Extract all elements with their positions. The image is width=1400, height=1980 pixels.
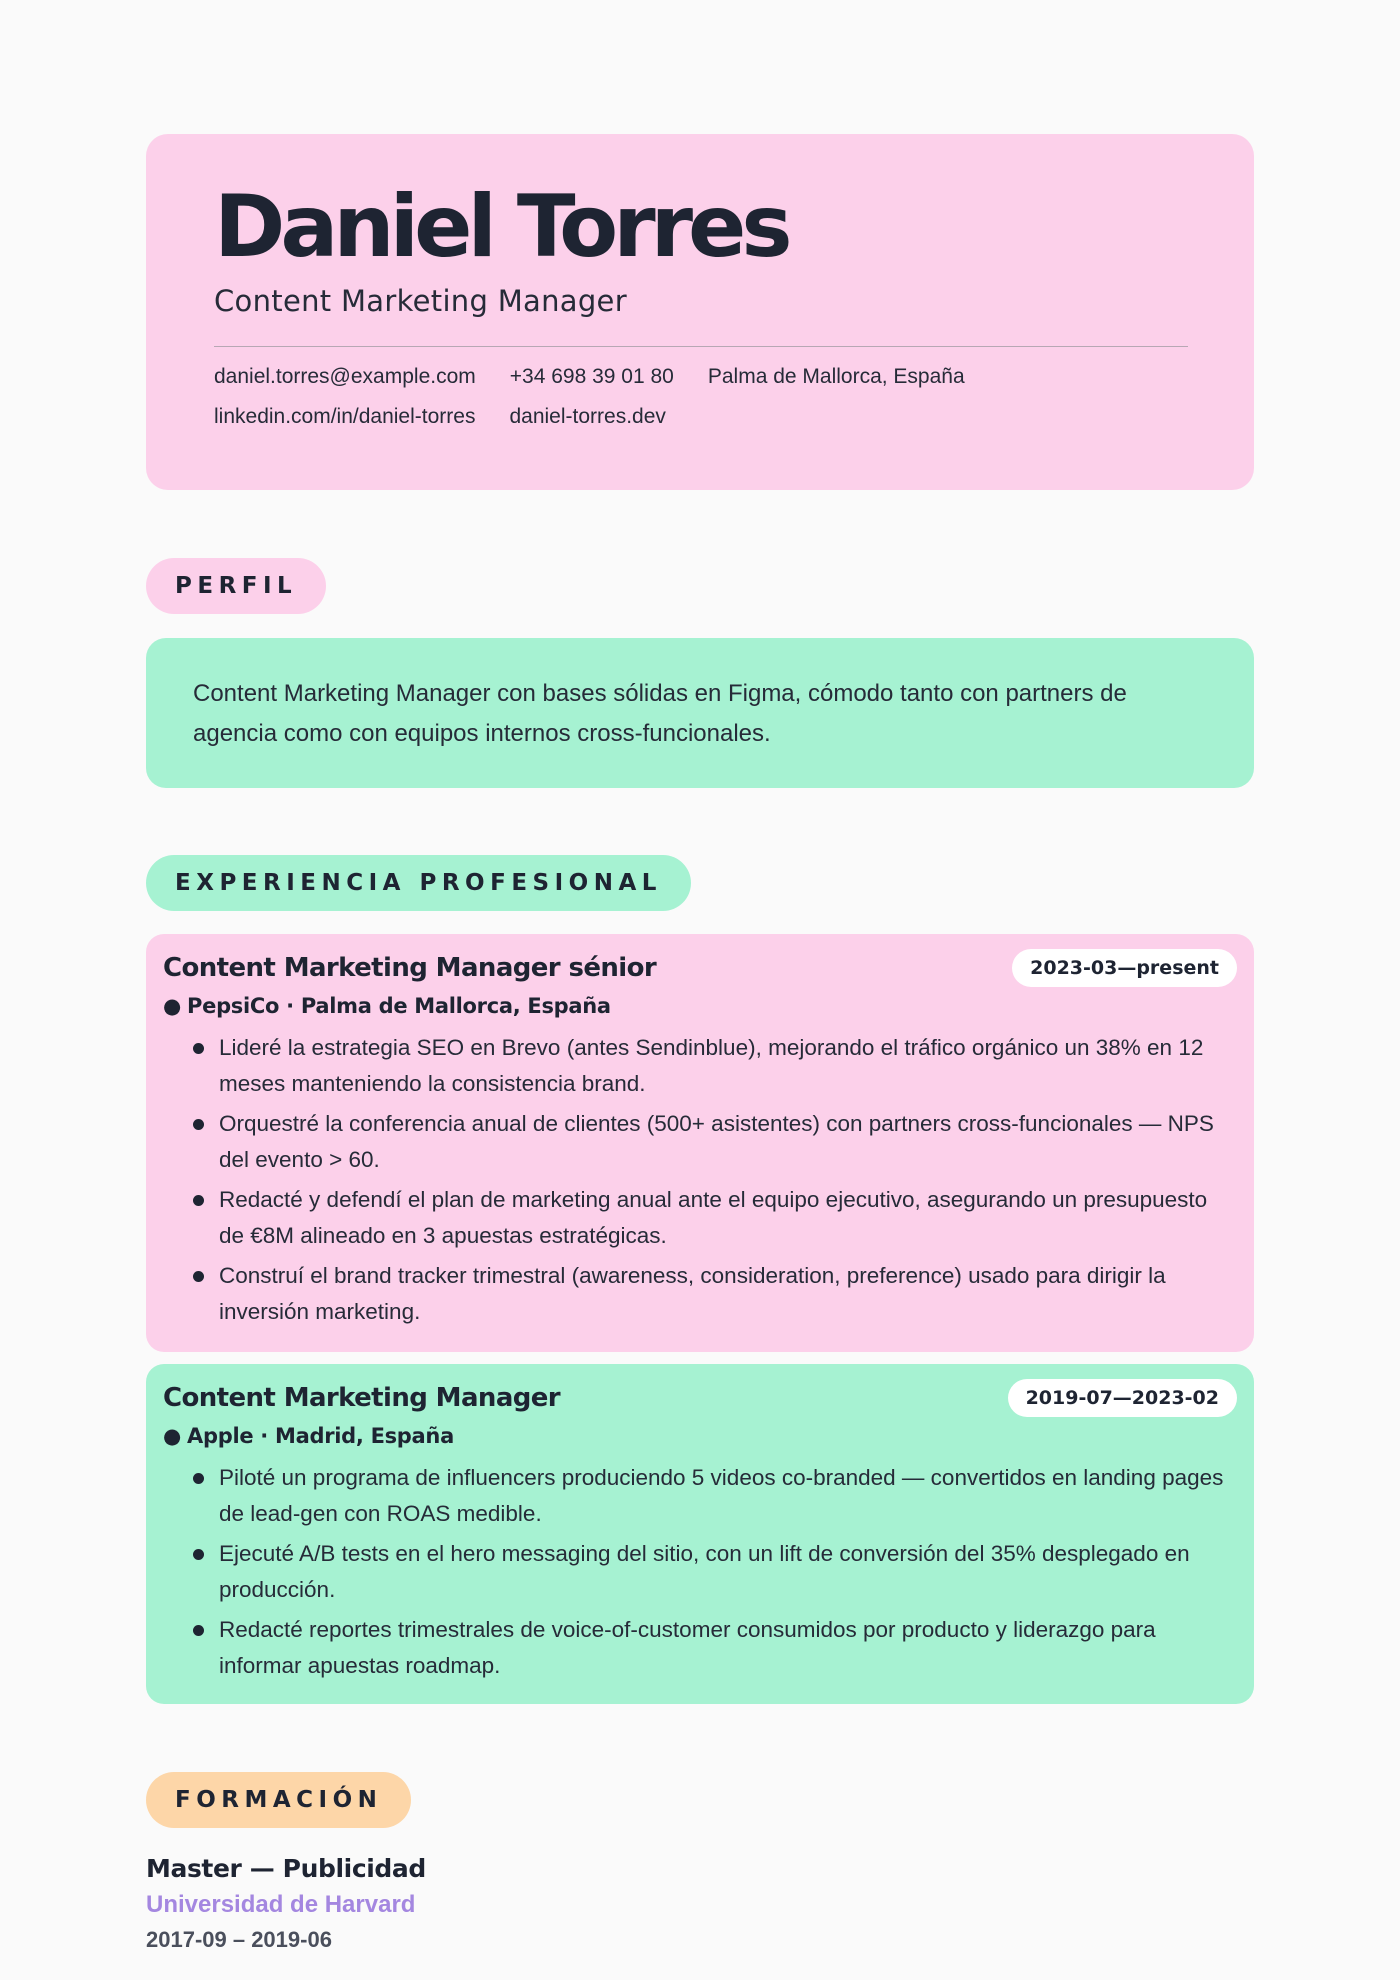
job-bullets [163, 1460, 1237, 1684]
list-item: Redacté reportes trimestrales de voice-of-customer consumidos por producto y liderazgo para informar apuestas roadmap. [193, 1612, 1237, 1684]
education-dates: 2017-09 – 2019-06 [146, 1927, 332, 1952]
job-title: Content Marketing Manager sénior [163, 953, 657, 983]
header-divider [214, 346, 1188, 347]
list-item: Construí el brand tracker trimestral (awareness, consideration, preference) usado para dirigir la inversión marketing. [193, 1258, 1237, 1330]
job-company-text: Apple · Madrid, España [187, 1424, 454, 1448]
job-company [163, 1424, 1237, 1448]
list-item: Orquestré la conferencia anual de clientes (500+ asistentes) con partners cross-funcionales — NPS del evento > 60. [193, 1106, 1237, 1178]
list-item: Piloté un programa de influencers produciendo 5 videos co-branded — convertidos en landing pages de lead-gen con ROAS medible. [193, 1460, 1237, 1532]
section-pill-profile: PERFIL [146, 558, 326, 614]
list-item: Ejecuté A/B tests en el hero messaging del sitio, con un lift de conversión del 35% desplegado en producción. [193, 1536, 1237, 1608]
list-item: Lideré la estrategia SEO en Brevo (antes Sendinblue), mejorando el tráfico orgánico un 38% en 12 meses manteniendo la consistencia brand. [193, 1030, 1237, 1102]
job-company-text: PepsiCo · Palma de Mallorca, España [187, 994, 611, 1018]
bullet-dot-icon: ● [163, 994, 182, 1018]
job-card [146, 1364, 1254, 1704]
section-pill-education: FORMACIÓN [146, 1772, 411, 1828]
candidate-role: Content Marketing Manager [214, 284, 627, 318]
job-dates-badge: 2023-03—present [1012, 949, 1237, 987]
education-degree: Master — Publicidad [146, 1854, 426, 1883]
contact-linkedin[interactable]: linkedin.com/in/daniel-torres [214, 405, 476, 428]
profile-card [146, 638, 1254, 788]
job-dates-badge: 2019-07—2023-02 [1008, 1379, 1237, 1417]
contact-email[interactable]: daniel.torres@example.com [214, 365, 476, 388]
bullet-dot-icon: ● [163, 1424, 182, 1448]
job-header [163, 934, 1237, 1002]
contact-website[interactable]: daniel-torres.dev [509, 405, 666, 428]
contact-row-secondary [214, 405, 1188, 429]
job-company [163, 994, 1237, 1018]
job-header [163, 1364, 1237, 1432]
header-card [146, 134, 1254, 490]
job-bullets [163, 1030, 1237, 1330]
candidate-name: Daniel Torres [214, 177, 788, 277]
contact-location: Palma de Mallorca, España [707, 365, 965, 388]
contact-phone[interactable]: +34 698 39 01 80 [509, 365, 674, 388]
contact-row-primary [214, 365, 1188, 389]
education-school: Universidad de Harvard [146, 1891, 416, 1918]
list-item: Redacté y defendí el plan de marketing anual ante el equipo ejecutivo, asegurando un presupuesto de €8M alineado en 3 apuestas estratégicas. [193, 1182, 1237, 1254]
section-pill-experience: EXPERIENCIA PROFESIONAL [146, 855, 691, 911]
profile-text: Content Marketing Manager con bases sólidas en Figma, cómodo tanto con partners de agencia como con equipos internos cross-funcionales. [193, 680, 1127, 747]
job-card [146, 934, 1254, 1352]
job-title: Content Marketing Manager [163, 1383, 561, 1413]
education-entry [146, 1854, 426, 1953]
